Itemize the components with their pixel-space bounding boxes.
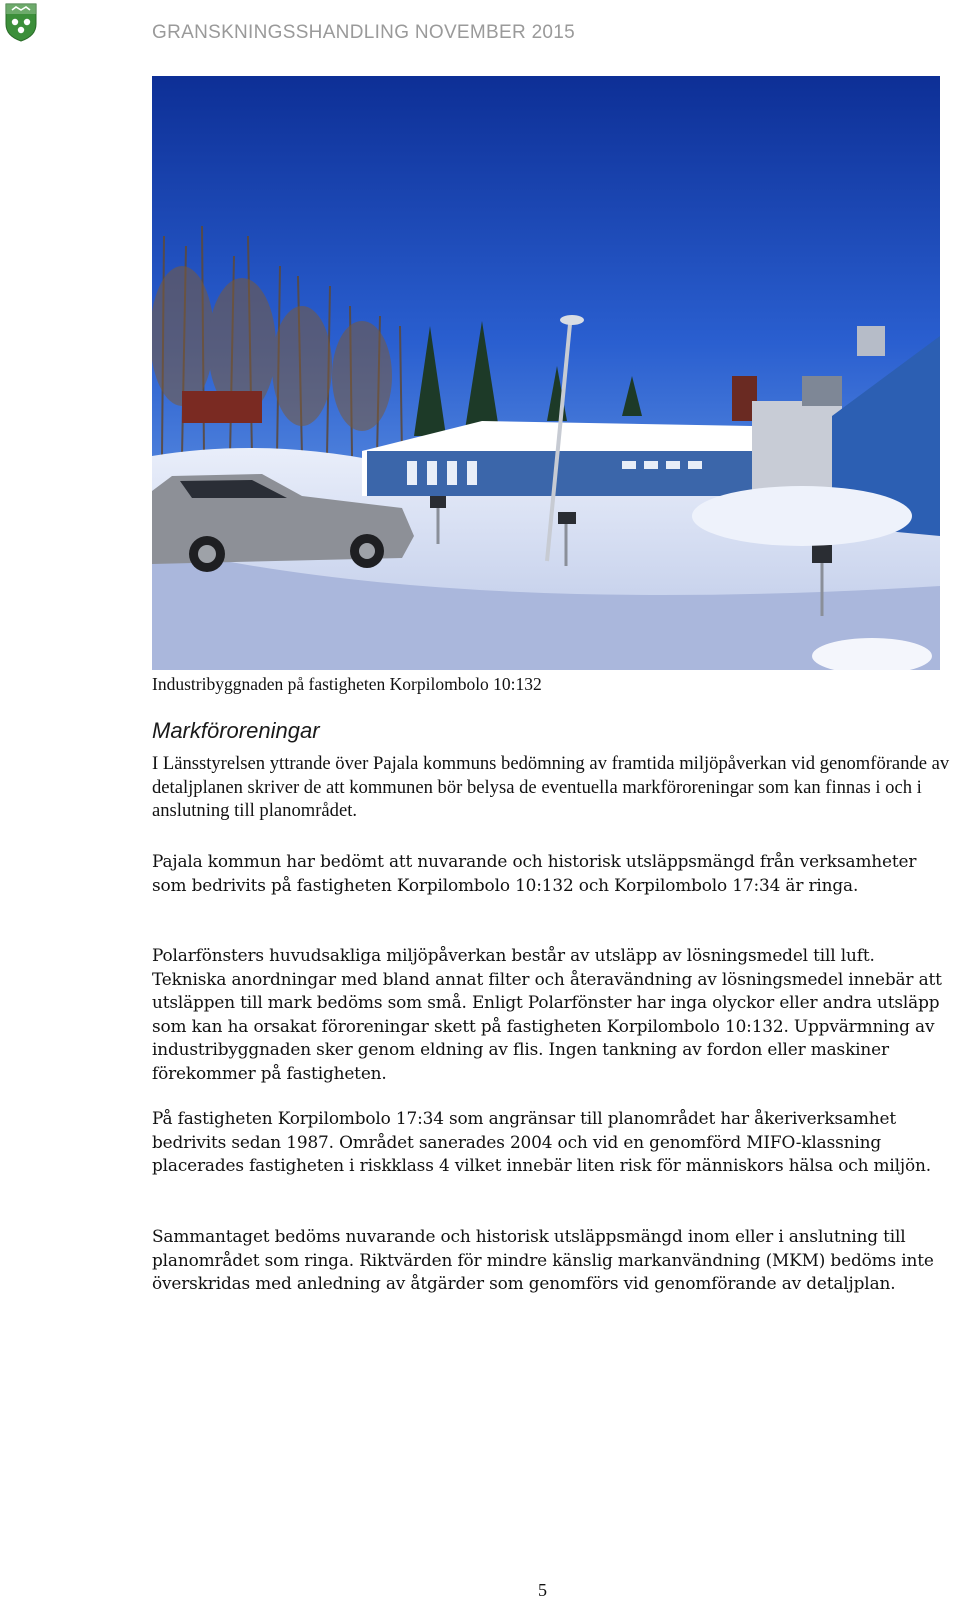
paragraph-korpilombolo-17-34: På fastigheten Korpilombolo 17:34 som angränsar till planområdet har åkeriverksamhet bedrivits sedan 1987. Området sanerades 2004 och vid en genomförd MIFO-klassning placerades fastigheten i riskklass 4 vilket innebär liten risk för människors hälsa och miljön. <box>152 1108 931 1176</box>
document-header-title: GRANSKNINGSSHANDLING NOVEMBER 2015 <box>152 22 576 43</box>
section-title: Markföroreningar <box>152 718 320 743</box>
paragraph-lansstyrelsen: I Länsstyrelsen yttrande över Pajala kommuns bedömning av framtida miljöpåverkan vid genomförande av detaljplanen skriver de att kommunen bör belysa de eventuella markföroreningar som kan finnas i och i anslutning till planområdet. <box>152 753 950 821</box>
paragraph-polarfonster: Polarfönsters huvudsakliga miljöpåverkan består av utsläpp av lösningsmedel till luft. Tekniska anordningar med bland annat filter och återavändning av lösningsmedel innebär att utsläppen till mark bedöms som små. Enligt Polarfönster har inga olyckor eller andra utsläpp som kan ha orsakat föroreningar skett på fastigheten Korpilombolo 10:132. Uppvärmning av industribyggnaden sker genom eldning av flis. Ingen tankning av fordon eller maskiner förekommer på fastigheten. <box>152 945 942 1083</box>
paragraph-pajala-kommun: Pajala kommun har bedömt att nuvarande och historisk utsläppsmängd från verksamheter som bedrivits på fastigheten Korpilombolo 10:132 och Korpilombolo 17:34 är ringa. <box>152 851 917 895</box>
municipal-shield-icon <box>4 2 38 42</box>
page-number: 5 <box>538 1580 547 1600</box>
figure-caption: Industribyggnaden på fastigheten Korpilombolo 10:132 <box>152 674 542 694</box>
paragraph-sammantaget: Sammantaget bedöms nuvarande och historisk utsläppsmängd inom eller i anslutning till planområdet som ringa. Riktvärden för mindre känslig markanvändning (MKM) bedöms inte överskridas med anledning av åtgärder som genomförs vid genomförande av detaljplan. <box>152 1226 934 1294</box>
industrial-building-photo <box>152 76 940 670</box>
